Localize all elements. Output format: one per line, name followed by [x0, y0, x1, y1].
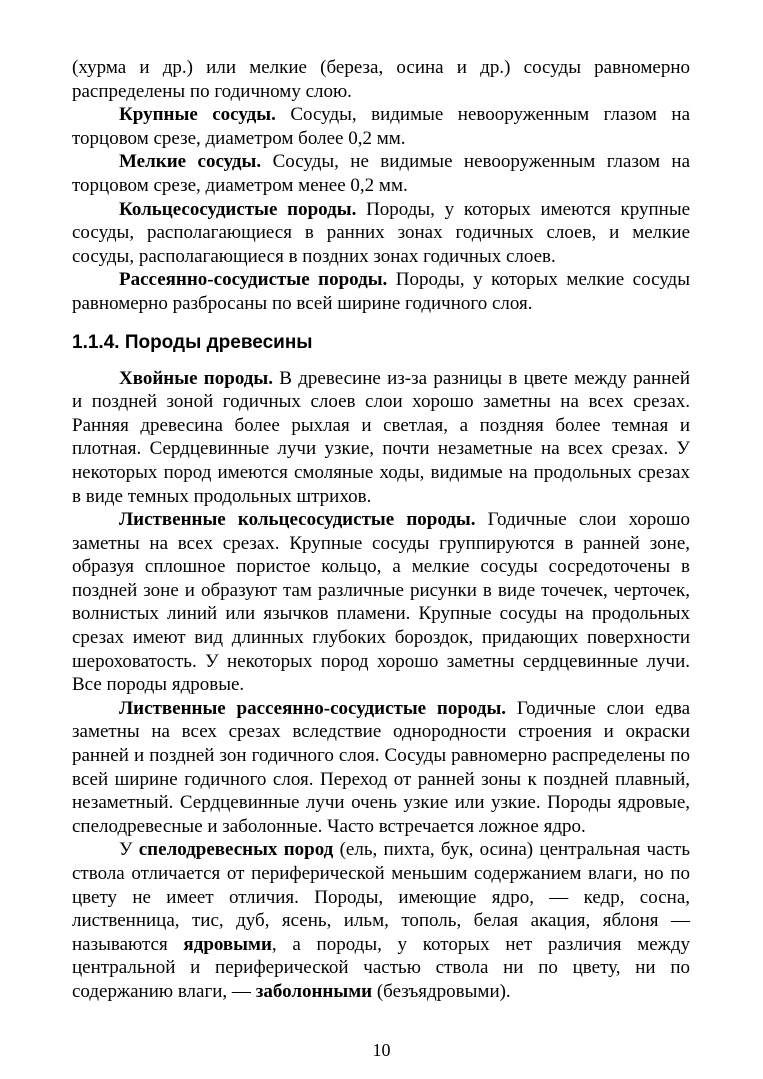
definition-term: Кольцесосудистые породы.: [119, 198, 357, 220]
text-segment: У: [119, 839, 133, 861]
definition-term: Мелкие сосуды.: [119, 151, 262, 173]
bold-term: ядровыми: [183, 933, 272, 955]
paragraph-ring-porous-hardwoods: [72, 508, 690, 697]
bold-term: спелодревесных пород: [138, 839, 334, 861]
definition-diffuse-porous: [72, 268, 690, 315]
paragraph-text: Годичные слои хорошо заметны на всех срезах. Крупные сосуды группируются в ранней зоне, образуя сплошное пористое кольцо, а мелкие сосуды сосредоточены в поздней зоне и образуют там различные рисунки в виде точечек, черточек, волнистых линий или язычков пламени. Крупные сосуды на продольных срезах имеют вид длинных глубоких бороздок, придающих поверхности шероховатость. У некоторых пород хорошо заметны сердцевинные лучи. Все породы ядровые.: [72, 509, 691, 696]
paragraph-term: Лиственные рассеянно-сосудистые породы.: [119, 697, 507, 719]
definition-ring-porous: [72, 198, 690, 269]
definition-term: Крупные сосуды.: [119, 104, 276, 126]
text-segment: , а породы, у которых нет различия между центральной и периферической частью ствола ни по цвету, ни по содержанию влаги, —: [72, 933, 691, 1002]
page-number: 10: [372, 1040, 391, 1060]
page-body: [72, 56, 690, 1004]
paragraph-term: Лиственные кольцесосудистые породы.: [119, 509, 476, 531]
definition-term: Рассеянно-сосудистые породы.: [119, 269, 388, 291]
definition-text: Сосуды, не видимые невооруженным глазом на торцовом срезе, диаметром менее 0,2 мм.: [72, 151, 691, 196]
intro-text: (хурма и др.) или мелкие (береза, осина и др.) сосуды равномерно распределены по годичному слою.: [72, 57, 690, 102]
definition-large-vessels: [72, 103, 690, 150]
bold-term: заболонными: [255, 980, 373, 1002]
definition-text: Породы, у которых мелкие сосуды равномерно разбросаны по всей ширине годичного слоя.: [72, 269, 690, 314]
text-segment: (безъядровыми).: [376, 980, 511, 1002]
paragraph-text: В древесине из-за разницы в цвете между ранней и поздней зоной годичных слоев слои хорошо заметны на всех срезах. Ранняя древесина более рыхлая и светлая, а поздняя более темная и плотная. Сердцевинные лучи узкие, почти незаметные на всех срезах. У некоторых пород имеются смоляные ходы, видимые на продольных срезах в виде темных продольных штрихов.: [72, 367, 690, 507]
paragraph-diffuse-porous-hardwoods: [72, 697, 690, 839]
section-heading: 1.1.4. Породы древесины: [72, 331, 313, 353]
paragraph-term: Хвойные породы.: [119, 367, 273, 389]
paragraph-text: Годичные слои едва заметны на всех срезах вследствие однородности строения и окраски ранней и поздней зон годичного слоя. Сосуды равномерно распределены по всей ширине годичного слоя. Переход от ранней зоны к поздней плавный, незаметный. Сердцевинные лучи очень узкие или узкие. Породы ядровые, спелодревесные и заболонные. Часто встречается ложное ядро.: [72, 697, 691, 837]
paragraph-conifers: [72, 367, 690, 509]
text-segment: (ель, пихта, бук, осина) центральная часть ствола отличается от периферической меньшим содержанием влаги, но по цвету не имеет отличия. Породы, имеющие ядро, — кедр, сосна, лиственница, тис, дуб, ясень, ильм, тополь, белая акация, яблоня — называются: [72, 839, 690, 955]
intro-paragraph: [72, 56, 690, 103]
definition-text: Породы, у которых имеются крупные сосуды, располагающиеся в ранних зонах годичных слоев, и мелкие сосуды, располагающиеся в поздних зонах годичных слоев.: [72, 198, 691, 267]
definition-text: Сосуды, видимые невооруженным глазом на торцовом срезе, диаметром более 0,2 мм.: [72, 104, 691, 149]
definition-small-vessels: [72, 150, 690, 197]
paragraph-heartwood-sapwood: [72, 838, 690, 1003]
